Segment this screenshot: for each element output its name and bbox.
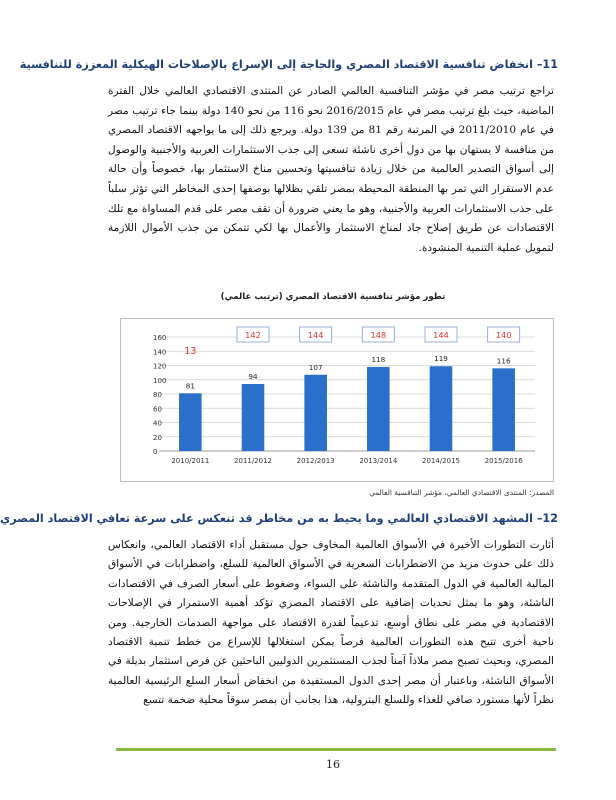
section-11-paragraph: تراجع ترتيب مصر في مؤشر التنافسية العالمي الصادر عن المنتدى الاقتصادي العالمي خلال الفترة الماضية، حيث بلغ ترتيب مصر في عام 2016/2015 نحو 116 من نحو 140 دولة بينما جاء ترتيب مصر في عام 2011/2010 في المرتبة رقم 81 من 139 دولة. ويرجع ذلك إلى ما يواجهه الاقتصاد المصري من منافسة لا يستهان بها من دول أخرى ناشئة تسعى إلى جذب الاستثمارات العربية والأجنبية والوصول إلى أسواق التصدير العالمية من خلال زيادة تنافسيتها وتحسين مناخ الاستثمار بها، خصوصاً وأن حالة عدم الاستقرار التي تمر بها المنطقة المحيطة بمصر تلقي بظلالها بوصفها إحدى المخاطر التي تؤثر سلباً على جذب الاستثمارات العربية والأجنبية، وهو ما يعني ضرورة أن تقف مصر على قدم المساواة مع تلك الاقتصادات عن طريق إصلاح جاد لمناخ الاستثمار والأعمال بها لكي تتمكن من جذب الأموال اللازمة لتمويل عملية التنمية المنشودة. [108, 85, 555, 254]
bar [492, 368, 515, 451]
y-tick-label: 120 [153, 362, 167, 371]
y-tick-label: 140 [153, 348, 167, 357]
total-countries-label: 13 [184, 346, 197, 357]
total-countries-label: 148 [370, 330, 387, 340]
bar [430, 366, 453, 451]
total-countries-label: 144 [307, 330, 324, 340]
x-tick-label: 2011/2012 [234, 457, 272, 465]
chart-source: المصدر: المنتدى الاقتصادي العالمي، مؤشر التنافسية العالمي [369, 488, 554, 497]
total-countries-label: 142 [245, 330, 261, 340]
y-tick-label: 100 [153, 376, 167, 385]
total-countries-label: 144 [433, 330, 449, 340]
chart-title: تطور مؤشر تنافسية الاقتصاد المصري (ترتيب عالمي) [220, 292, 446, 302]
section-11-title: 11– انخفاض تنافسية الاقتصاد المصري والحاجة إلى الإسراع بالإصلاحات الهيكلية المعززة للتنافسية [19, 58, 558, 71]
section-12-title: 12– المشهد الاقتصادي العالمي وما يحيط به من مخاطر قد تنعكس على سرعة تعافي الاقتصاد المصري [0, 512, 558, 525]
bar-value-label: 116 [496, 356, 511, 366]
bar-value-label: 94 [248, 372, 258, 382]
bar [179, 393, 202, 451]
bar [304, 375, 327, 451]
total-countries-label: 140 [495, 330, 512, 340]
bar-value-label: 107 [308, 362, 323, 372]
x-tick-label: 2013/2014 [359, 457, 398, 465]
x-tick-label: 2010/2011 [171, 457, 210, 465]
competitiveness-bar-chart [121, 319, 553, 481]
x-tick-label: 2015/2016 [484, 457, 523, 465]
y-tick-label: 60 [153, 405, 162, 414]
y-tick-label: 0 [153, 448, 158, 456]
y-tick-label: 160 [153, 334, 167, 342]
bar-value-label: 81 [185, 381, 195, 391]
section-12-paragraph: أثارت التطورات الأخيرة في الأسواق العالمية المخاوف حول مستقبل أداء الاقتصاد العالمي، وانعكاس ذلك على حدوث مزيد من الاضطرابات السعرية في الأسواق العالمية للسلع، واضطرابات في الأسواق المالية العالمية في الدول المتقدمة والناشئة على السواء، وضغوط على أسعار الصرف في الاقتصادات الناشئة، وهو ما يمثل تحديات إضافية على الاقتصاد المصري تؤكد أهمية الاستمرار في الإصلاحات الاقتصادية في مصر على نطاق أوسع، تدعيماً لقدرة الاقتصاد على مواجهة الصدمات الخارجية. ومن ناحية أخرى تتيح هذه التطورات العالمية فرصاً يمكن استغلالها للإسراع من خطط تنمية الاقتصاد المصري، وبحيث تصبح مصر ملاذاً آمناً لجذب المستثمرين الدوليين الباحثين عن فرص استثمار بديلة في الأسواق الناشئة، وباعتبار أن مصر إحدى الدول المستفيدة من انخفاض أسعار السلع الرئيسية العالمية نظراً لأنها مستورد صافي للغذاء وللسلع البترولية، هذا بجانب أن بمصر سوقاً محلية ضخمة تتسع [108, 539, 554, 707]
y-tick-label: 20 [153, 433, 162, 442]
bar-value-label: 118 [371, 354, 386, 364]
footer-divider [116, 748, 556, 751]
bar-value-label: 119 [434, 354, 448, 364]
y-tick-label: 40 [153, 419, 162, 428]
x-tick-label: 2012/2013 [296, 457, 335, 465]
bar [242, 384, 265, 451]
y-tick-label: 80 [153, 391, 162, 399]
page-number: 16 [326, 758, 340, 771]
bar [367, 367, 390, 451]
chart-container [120, 318, 554, 482]
x-tick-label: 2014/2015 [422, 457, 460, 465]
